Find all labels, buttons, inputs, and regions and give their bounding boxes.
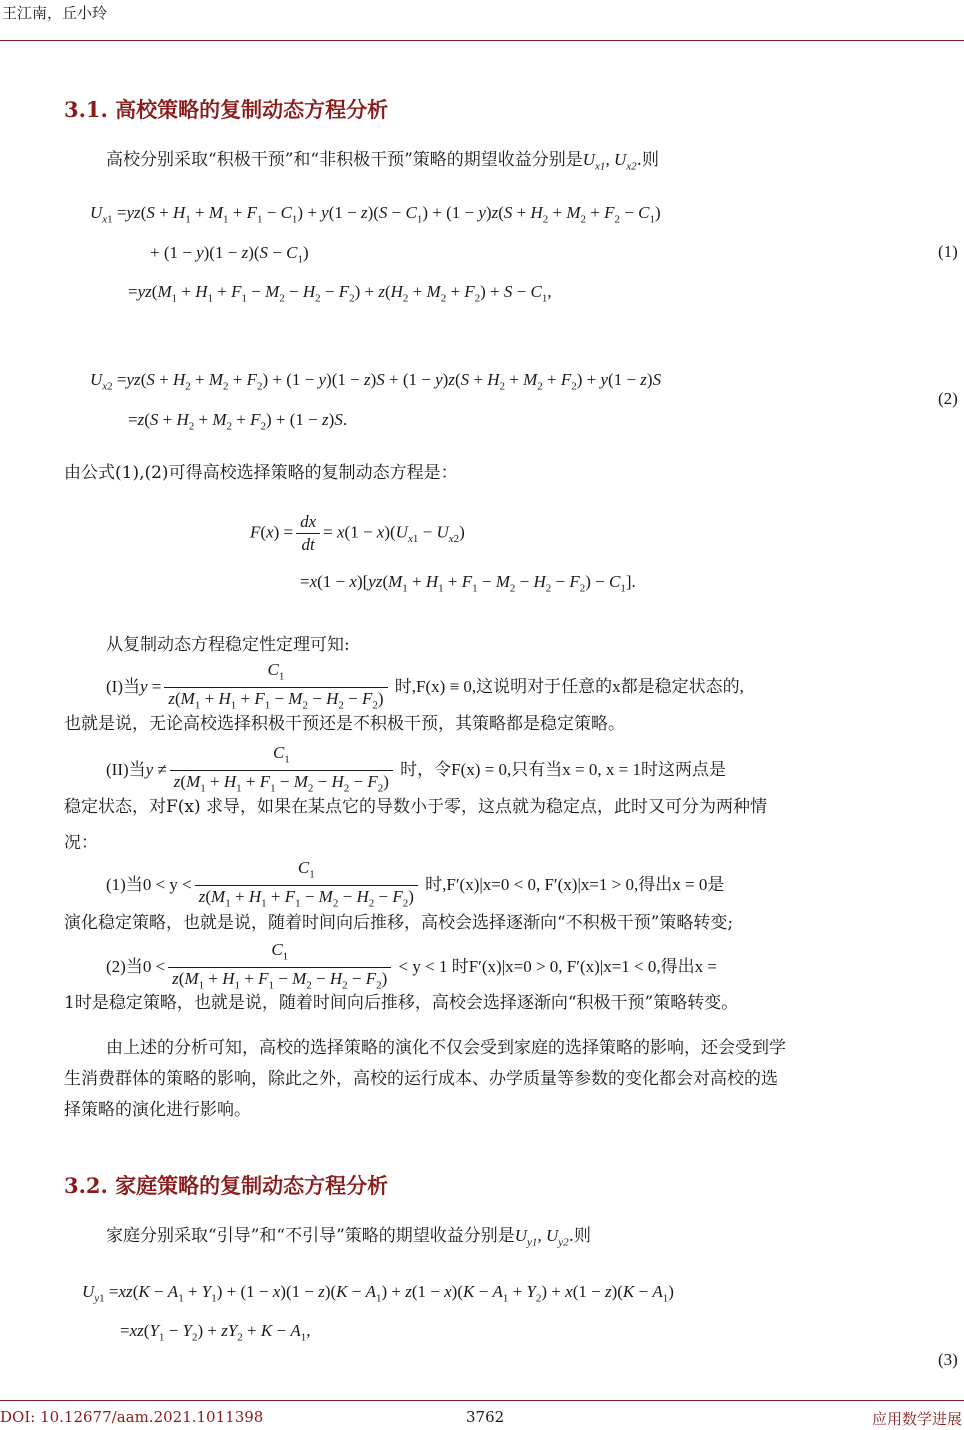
case-I-line2: 也就是说，无论高校选择积极干预还是不积极干预，其策略都是稳定策略。 (64, 714, 625, 734)
footer-page-number: 3762 (466, 1408, 505, 1426)
eq2-number: (2) (938, 389, 958, 408)
summary-line2: 生消费群体的策略的影响，除此之外，高校的运行成本、办学质量等参数的变化都会对高校的选 (64, 1069, 778, 1089)
intro-3-2-math: $U_{y1}$, $U_{y2}$ (514, 1226, 569, 1249)
subcase-2-text: < y < 1 时F′(x)|x=0 > 0, F′(x)|x=1 < 0,得出x = (398, 956, 717, 976)
summary-line3: 择策略的演化进行影响。 (64, 1100, 251, 1120)
subcase-1-prefix: (1)当0 < y < (106, 874, 192, 894)
from-formula-text: 由公式(1),(2)可得高校选择策略的复制动态方程是： (64, 463, 458, 483)
subcase-2-line1: (2)当0 < $\frac{C_1}{z(M_1 + H_1 + F_1 - M_2 - H_2 - F_2)}$ < y < 1 时F′(x)|x=0 > 0, F′(x)|x=1 < 0,得出x = (106, 940, 717, 992)
case-I-line1: (I)当y = $\frac{C_1}{z(M_1 + H_1 + F_1 - M_2 - H_2 - F_2)}$ 时,F(x) ≡ 0,这说明对于任意的x都是稳定状态的, (106, 660, 744, 712)
intro-3-2-text: 家庭分别采取“引导”和“不引导”策略的期望收益分别是 (106, 1226, 515, 1246)
case-II-prefix: (II)当 (106, 759, 146, 779)
replicator-eq-line2: $=x(1 - x)[yz(M_1 + H_1 + F_1 - M_2 - H_2 - F_2) - C_1]$. (300, 572, 636, 595)
eq1-line2: + $(1 - y)(1 - z)(S - C_1)$ (150, 243, 309, 266)
footer-doi-link[interactable]: DOI: 10.12677/aam.2021.1011398 (0, 1408, 264, 1426)
intro-tail: .则 (636, 150, 660, 170)
case-II-line3: 况： (64, 833, 98, 853)
intro-text: 高校分别采取“积极干预”和“非积极干预”策略的期望收益分别是 (106, 150, 583, 170)
eq3-number: (3) (938, 1350, 958, 1369)
subcase-1-line1: (1)当0 < y < $\frac{C_1}{z(M_1 + H_1 + F_1 - M_2 - H_2 - F_2)}$ 时,F′(x)|x=0 < 0, F′(x)|x=1 > 0,得出x = 0是 (106, 858, 725, 910)
summary-line1: 由上述的分析可知，高校的选择策略的演化不仅会受到家庭的选择策略的影响，还会受到学 (106, 1038, 786, 1058)
intro-math: $U_{x1}$, $U_{x2}$ (582, 150, 637, 173)
case-II-line1: (II)当y ≠ $\frac{C_1}{z(M_1 + H_1 + F_1 - M_2 - H_2 - F_2)}$ 时，令F(x) = 0,只有当x = 0, x = 1时这两点是 (106, 743, 726, 795)
footer-rule (0, 1400, 964, 1401)
eq3-line1: $U_{y1} =xz(K - A_1 + Y_1) + (1 - x)(1 - z)(K - A_1) + z(1 - x)(K - A_1 + Y_2) + x(1 - z)(K - A_1)$ (82, 1282, 674, 1305)
intro-3-2-tail: .则 (568, 1226, 592, 1246)
eq2-line1: $U_{x2} =yz(S + H_2 + M_2 + F_2) + (1 - y)(1 - z)S + (1 - y)z(S + H_2 + M_2 + F_2) + y(1 - z)S$ (90, 370, 662, 393)
subcase-2-prefix: (2)当0 < (106, 956, 166, 976)
eq1-line1: $U_{x1} =yz(S + H_1 + M_1 + F_1 - C_1) + y(1 - z)(S - C_1) + (1 - y)z(S + H_2 + M_2 + F_2 - C_1)$ (90, 203, 661, 226)
section-3-2-intro (106, 1220, 591, 1258)
subcase-2-line2: 1时是稳定策略，也就是说，随着时间向后推移，高校会选择逐渐向“积极干预”策略转变。 (64, 993, 739, 1013)
case-I-prefix: (I)当 (106, 676, 140, 696)
running-header-authors: 王江南，丘小玲 (2, 4, 108, 22)
eq1-line3: $=yz(M_1 + H_1 + F_1 - M_2 - H_2 - F_2) + z(H_2 + M_2 + F_2) + S - C_1$, (128, 282, 552, 305)
case-II-text: 时，令F(x) = 0,只有当x = 0, x = 1时这两点是 (400, 759, 726, 779)
replicator-eq-line1: F(x) = $\frac{dx}{dt}$ = $x(1 - x)(U_{x1} - U_{x2})$ (250, 512, 465, 554)
header-rule (0, 40, 964, 41)
eq2-line2: $=z(S + H_2 + M_2 + F_2) + (1 - z)S$. (128, 410, 348, 433)
footer-journal-name: 应用数学进展 (871, 1410, 962, 1428)
stability-intro: 从复制动态方程稳定性定理可知: (106, 635, 350, 655)
section-3-2-title: 3.2. 家庭策略的复制动态方程分析 (64, 1173, 389, 1198)
subcase-1-text: 时,F′(x)|x=0 < 0, F′(x)|x=1 > 0,得出x = 0是 (425, 874, 725, 894)
section-3-1-title: 3.1. 高校策略的复制动态方程分析 (64, 97, 389, 122)
eq1-number: (1) (938, 242, 958, 261)
eq3-line2: $=xz(Y_1 - Y_2) + zY_2 + K - A_1$, (120, 1321, 311, 1344)
subcase-1-line2: 演化稳定策略，也就是说，随着时间向后推移，高校会选择逐渐向“不积极干预”策略转变; (64, 913, 734, 933)
case-II-line2: 稳定状态，对F(x) 求导，如果在某点它的导数小于零，这点就为稳定点，此时又可分为两种情 (64, 797, 768, 817)
section-3-1-intro (106, 144, 659, 182)
case-I-text: 时,F(x) ≡ 0,这说明对于任意的x都是稳定状态的, (394, 676, 744, 696)
